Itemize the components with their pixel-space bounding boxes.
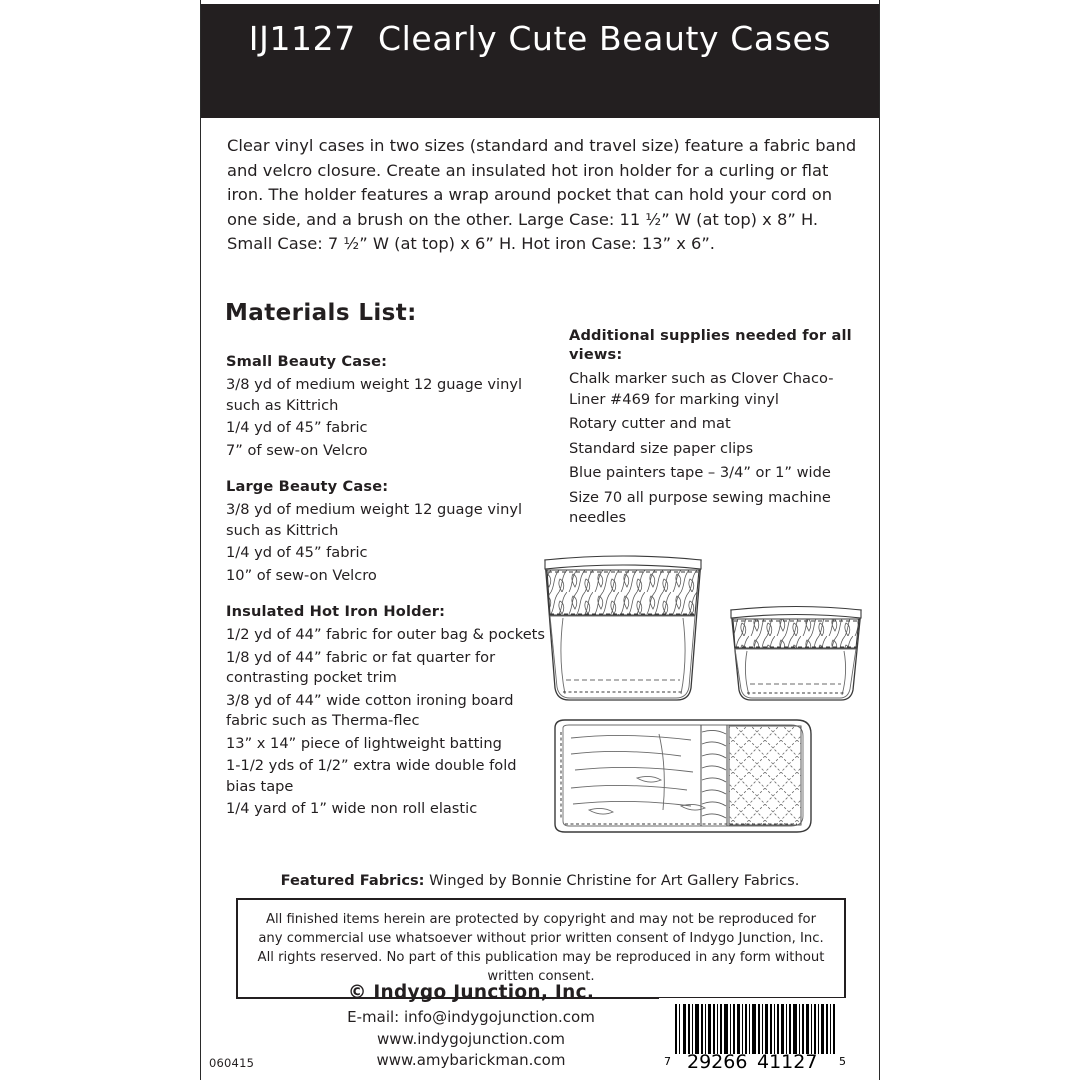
materials-item: 1/8 yd of 44” fabric or fat quarter for contrasting pocket trim — [226, 648, 496, 686]
company-info — [261, 982, 681, 1072]
materials-item: Chalk marker such as Clover Chaco-Liner #469 for marking vinyl — [569, 370, 834, 408]
materials-item: 3/8 yd of 44” wide cotton ironing board fabric such as Therma-flec — [226, 691, 514, 729]
materials-group-additional-supplies — [569, 326, 869, 529]
group-title: Large Beauty Case: — [226, 478, 389, 495]
product-illustration — [541, 548, 871, 844]
materials-item: 1/2 yd of 44” fabric for outer bag & pockets — [226, 626, 546, 643]
hot-iron-holder-drawing — [555, 720, 811, 832]
group-title: Insulated Hot Iron Holder: — [226, 603, 446, 620]
materials-group-insulated-hot-iron-holder — [226, 602, 546, 820]
materials-left-column — [226, 352, 546, 836]
company-website-primary: www.indygojunction.com — [377, 1029, 565, 1048]
materials-item: 1-1/2 yds of 1/2” extra wide double fold bias tape — [226, 757, 517, 795]
materials-item: 3/8 yd of medium weight 12 guage vinyl such as Kittrich — [226, 376, 523, 414]
small-case-drawing — [731, 607, 861, 701]
pattern-back-cover-page — [200, 0, 880, 1080]
materials-item: 1/4 yd of 45” fabric — [226, 544, 368, 561]
materials-item: 1/4 yard of 1” wide non roll elastic — [226, 800, 478, 817]
materials-item: Blue painters tape – 3/4” or 1” wide — [569, 464, 831, 481]
large-case-drawing — [545, 556, 701, 700]
header-band — [201, 4, 879, 118]
featured-fabrics-label: Featured Fabrics: — [280, 872, 425, 889]
materials-group-small-beauty-case — [226, 352, 546, 461]
materials-right-column — [569, 326, 869, 545]
page-title: IJ1127 Clearly Cute Beauty Cases — [248, 19, 832, 58]
materials-group-large-beauty-case — [226, 477, 546, 586]
materials-list-heading: Materials List: — [225, 300, 417, 326]
company-email: E-mail: info@indygojunction.com — [347, 1008, 595, 1026]
upc-barcode — [659, 998, 855, 1070]
materials-item: 10” of sew-on Velcro — [226, 566, 377, 584]
materials-item: 13” x 14” piece of lightweight batting — [226, 734, 502, 752]
materials-item: 1/4 yd of 45” fabric — [226, 419, 368, 436]
barcode-group2: 41127 — [757, 1051, 818, 1070]
group-title: Small Beauty Case: — [226, 353, 388, 370]
materials-item: 3/8 yd of medium weight 12 guage vinyl such as Kittrich — [226, 501, 523, 539]
barcode-group1: 29266 — [687, 1051, 748, 1070]
barcode-left-digit: 7 — [664, 1055, 671, 1068]
item-code: 060415 — [209, 1056, 255, 1070]
barcode-right-digit: 5 — [839, 1055, 846, 1068]
company-name: © Indygo Junction, Inc. — [347, 982, 595, 1003]
materials-item: Size 70 all purpose sewing machine needles — [569, 488, 831, 526]
copyright-text: All finished items herein are protected by copyright and may not be reproduced for any commercial use whatsoever without prior written consent of Indygo Junction, Inc. All rights reserved. No part of this publication may be reproduced in any form without written consent. — [257, 912, 825, 984]
materials-item: Rotary cutter and mat — [569, 415, 731, 432]
materials-item: Standard size paper clips — [569, 439, 754, 457]
featured-fabrics — [201, 872, 879, 889]
intro-description: Clear vinyl cases in two sizes (standard and travel size) feature a fabric band and velcro closure. Create an insulated hot iron holder for a curling or flat iron. The holder features a wrap around pocket that can hold your cord on one side, and a brush on the other. Large Case: 11 ½” W (at top) x 8” H. Small Case: 7 ½” W (at top) x 6” H. Hot iron Case: 13” x 6”. — [227, 136, 857, 254]
materials-item: 7” of sew-on Velcro — [226, 441, 368, 459]
group-title: Additional supplies needed for all views: — [569, 327, 852, 363]
company-website-secondary: www.amybarickman.com — [376, 1051, 566, 1069]
featured-fabrics-value: Winged by Bonnie Christine for Art Gallery Fabrics. — [424, 872, 800, 889]
